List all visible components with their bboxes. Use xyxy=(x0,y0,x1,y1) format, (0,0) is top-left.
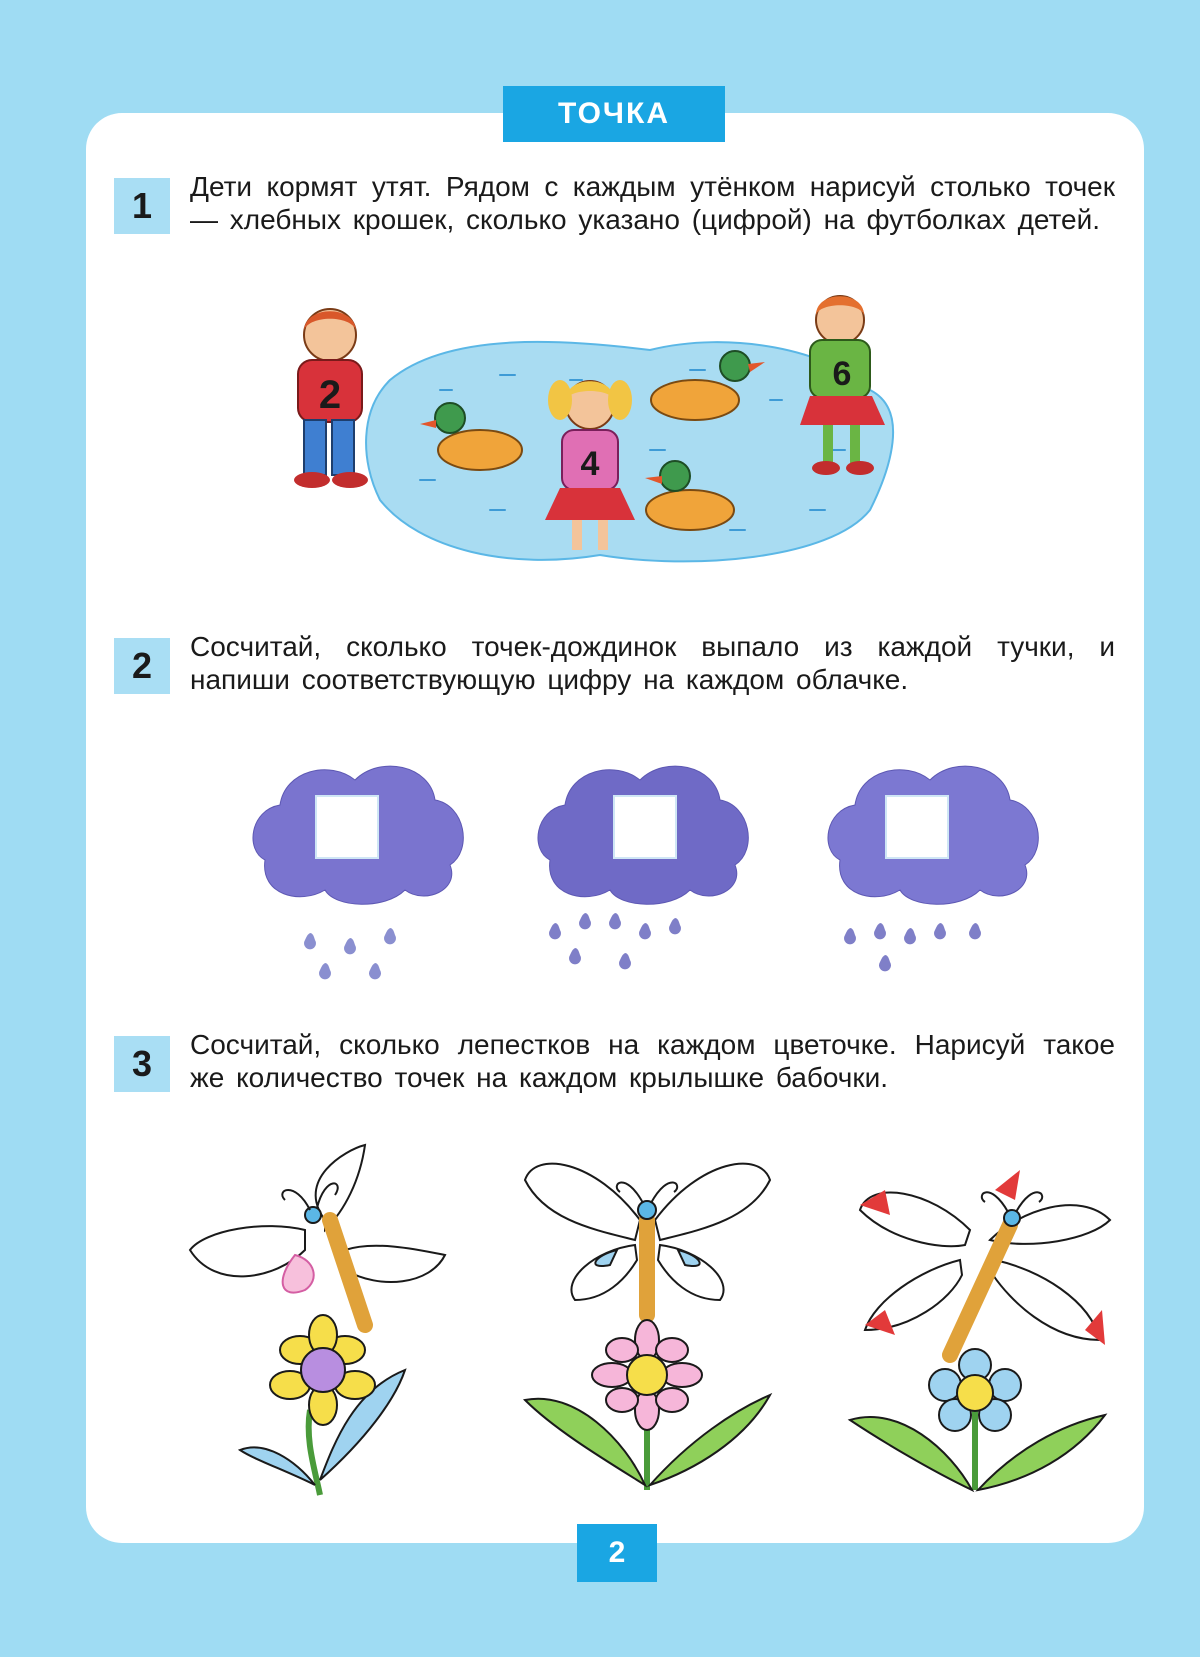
shirt-number-6: 6 xyxy=(832,355,852,393)
task-3-text: Сосчитай, сколько лепестков на каждом цветочке. Нарисуй такое же количество точек на каждом крылышке бабочки. xyxy=(190,1029,1115,1093)
cloud-3-answer-box[interactable] xyxy=(885,795,949,859)
cloud-1-answer-box[interactable] xyxy=(315,795,379,859)
task-2-text: Сосчитай, сколько точек-дождинок выпало из каждой тучки, и напиши соответствующую цифру на каждом облачке. xyxy=(190,631,1115,695)
butterfly-flower-3 xyxy=(840,1150,1120,1500)
task-1-number: 1 xyxy=(114,178,170,234)
cloud-2 xyxy=(530,750,755,980)
page-title: ТОЧКА xyxy=(503,86,725,142)
cloud-3 xyxy=(820,750,1045,980)
butterfly-flower-1 xyxy=(185,1140,460,1500)
child-boy xyxy=(294,309,368,488)
cloud-2-answer-box[interactable] xyxy=(613,795,677,859)
task-1-text: Дети кормят утят. Рядом с каждым утёнком нарисуй столько точек — хлебных крошек, сколько указано (цифрой) на футболках детей. xyxy=(190,171,1115,235)
butterfly-flower-2 xyxy=(515,1140,780,1500)
shirt-number-4: 4 xyxy=(580,445,600,483)
task-1-illustration xyxy=(270,300,990,590)
task-3-number: 3 xyxy=(114,1036,170,1092)
cloud-1 xyxy=(245,750,470,980)
task-2-number: 2 xyxy=(114,638,170,694)
shirt-number-2: 2 xyxy=(318,373,342,417)
page-number: 2 xyxy=(577,1524,657,1582)
